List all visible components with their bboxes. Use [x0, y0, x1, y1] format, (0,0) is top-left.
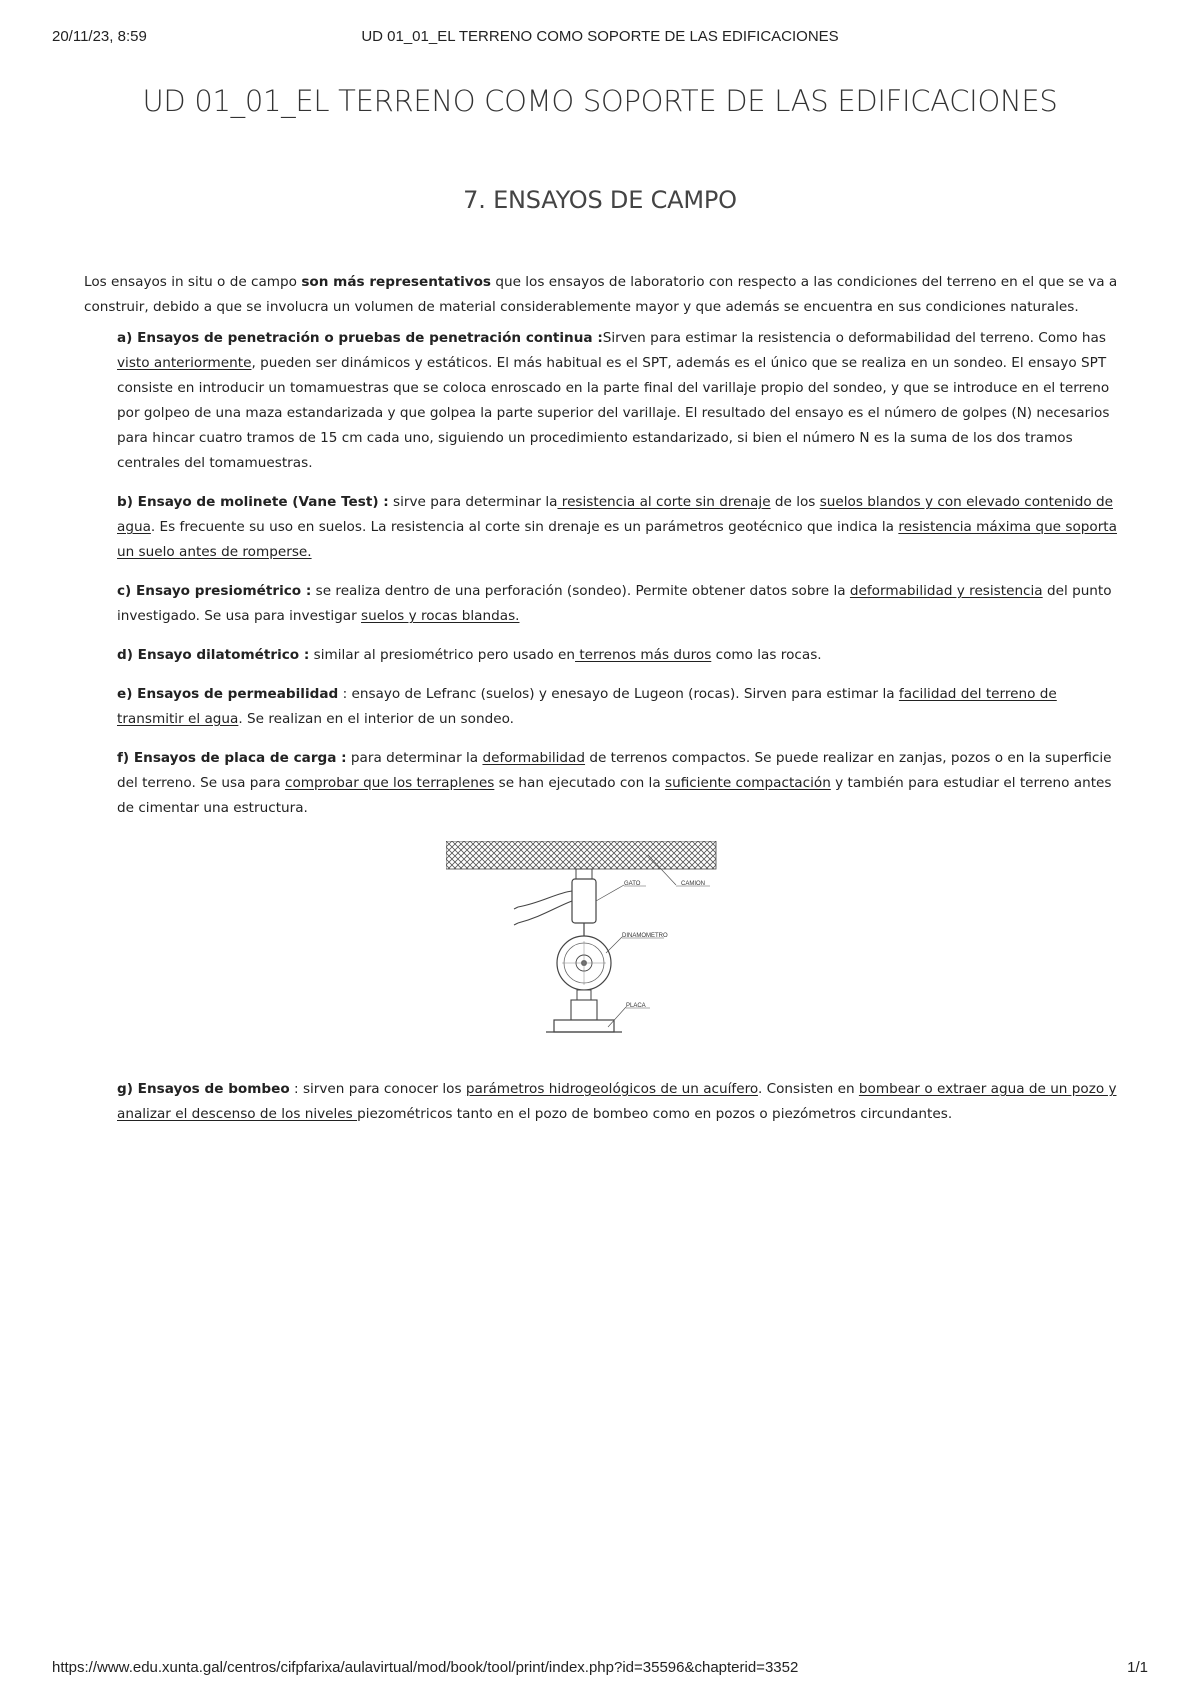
item-text: . Consisten en: [757, 1081, 859, 1097]
print-footer: [52, 1659, 1148, 1679]
link-suelos-rocas-blandas[interactable]: suelos y rocas blandas.: [361, 608, 520, 624]
item-title: g) Ensayos de bombeo: [117, 1081, 290, 1097]
item-text: para determinar la: [346, 750, 483, 766]
book-title: UD 01_01_EL TERRENO COMO SOPORTE DE LAS EDIFICACIONES: [142, 84, 1058, 118]
item-text: sirve para determinar la: [388, 494, 558, 510]
intro-text: que los ensayos de laboratorio con respecto a las condiciones del terreno en el que se va a construir, debido a que se involucra un volumen de material considerablemente mayor y que además se encuentra en sus condiciones naturales.: [84, 274, 1118, 315]
hydraulic-jack: [572, 879, 596, 923]
item-title: d) Ensayo dilatométrico :: [117, 647, 310, 663]
item-text: del punto investigado. Se usa para investigar: [117, 583, 1112, 624]
label-dinamometro: DINAMOMETRO: [622, 933, 668, 939]
intro-paragraph: [84, 270, 1118, 320]
item-text: Sirven para estimar la resistencia o deformabilidad del terreno. Como has: [602, 330, 1106, 346]
link-bombear-agua[interactable]: bombear o extraer agua de un pozo y analizar el descenso de los niveles: [117, 1081, 1117, 1122]
item-text: de los: [770, 494, 820, 510]
item-title: f) Ensayos de placa de carga :: [117, 750, 347, 766]
print-url: https://www.edu.xunta.gal/centros/cifpfarixa/aulavirtual/mod/book/tool/print/index.php?id=35596&chapterid=3352: [52, 1659, 799, 1676]
item-title: e) Ensayos de permeabilidad: [117, 686, 339, 702]
item-text: : ensayo de Lefranc (suelos) y enesayo de Lugeon (rocas). Sirven para estimar la: [338, 686, 899, 702]
print-title: UD 01_01_EL TERRENO COMO SOPORTE DE LAS EDIFICACIONES: [361, 28, 839, 45]
truck-bed-hatch: [446, 841, 716, 869]
item-text: se han ejecutado con la: [494, 775, 665, 791]
item-placa-carga: [117, 746, 1118, 821]
item-title: a) Ensayos de penetración o pruebas de penetración continua :: [117, 330, 603, 346]
load-plate: [554, 1020, 614, 1032]
item-text: como las rocas.: [711, 647, 822, 663]
plate-load-test-diagram: [446, 841, 720, 1049]
item-text: piezométricos tanto en el pozo de bombeo como en pozos o piezómetros circundantes.: [357, 1106, 953, 1122]
link-deformabilidad[interactable]: deformabilidad: [482, 750, 586, 766]
link-compactacion[interactable]: suficiente compactación: [665, 775, 831, 791]
item-title: b) Ensayo de molinete (Vane Test) :: [117, 494, 389, 510]
print-timestamp: 20/11/23, 8:59: [52, 28, 147, 45]
plate-load-test-figure: [446, 841, 720, 1049]
print-header: [52, 28, 1148, 48]
chapter-title: 7. ENSAYOS DE CAMPO: [463, 186, 737, 214]
link-suelos-blandos[interactable]: suelos blandos y con elevado contenido de agua: [117, 494, 1113, 535]
item-text: : sirven para conocer los: [289, 1081, 466, 1097]
link-terraplenes[interactable]: comprobar que los terraplenes: [284, 775, 495, 791]
link-deformabilidad-resistencia[interactable]: deformabilidad y resistencia: [849, 583, 1043, 599]
link-resistencia-corte[interactable]: resistencia al corte sin drenaje: [557, 494, 771, 510]
item-presiometrico: [117, 579, 1118, 629]
item-penetration: [117, 326, 1118, 476]
page-number: 1/1: [1127, 1659, 1148, 1676]
item-text: . Es frecuente su uso en suelos. La resistencia al corte sin drenaje es un parámetros geotécnico que indica la: [150, 519, 899, 535]
item-text: de terrenos compactos. Se puede realizar en zanjas, pozos o en la superficie del terreno. Se usa para: [117, 750, 1112, 791]
item-vane-test: [117, 490, 1118, 565]
item-text: se realiza dentro de una perforación (sondeo). Permite obtener datos sobre la: [311, 583, 850, 599]
item-text: , pueden ser dinámicos y estáticos. El más habitual es el SPT, además es el único que se realiza en un sondeo. El ensayo SPT consiste en introducir un tomamuestras que se coloca enroscado en la parte final del varillaje propio del sondeo, y que se introduce en el terreno por golpeo de una maza estandarizada y que golpea la parte superior del varillaje. El resultado del ensayo es el número de golpes (N) necesarios para hincar cuatro tramos de 15 cm cada uno, siguiendo un procedimiento estandarizado, si bien el número N es la suma de los dos tramos centrales del tomamuestras.: [117, 355, 1110, 471]
label-camion: CAMION: [681, 881, 705, 887]
intro-text: Los ensayos in situ o de campo: [84, 274, 302, 290]
item-text: y también para estudiar el terreno antes de cimentar una estructura.: [117, 775, 1112, 816]
link-facilidad-agua[interactable]: facilidad del terreno de transmitir el agua: [117, 686, 1057, 727]
chapter-content: [84, 270, 1118, 1141]
intro-bold: son más representativos: [301, 274, 492, 290]
link-resistencia-maxima[interactable]: resistencia máxima que soporta un suelo antes de romperse.: [117, 519, 1117, 560]
item-permeabilidad: [117, 682, 1118, 732]
item-dilatometrico: [117, 643, 1118, 668]
label-gato: GATO: [624, 881, 641, 887]
item-bombeo: [117, 1077, 1118, 1127]
item-text: . Se realizan en el interior de un sondeo.: [238, 711, 514, 727]
label-placa: PLACA: [626, 1003, 646, 1009]
link-terrenos-duros[interactable]: terrenos más duros: [575, 647, 712, 663]
link-parametros-hidrogeologicos[interactable]: parámetros hidrogeológicos de un acuífero: [465, 1081, 758, 1097]
item-title: c) Ensayo presiométrico :: [117, 583, 312, 599]
item-text: similar al presiométrico pero usado en: [309, 647, 576, 663]
link-visto-anteriormente[interactable]: visto anteriormente: [117, 355, 252, 371]
